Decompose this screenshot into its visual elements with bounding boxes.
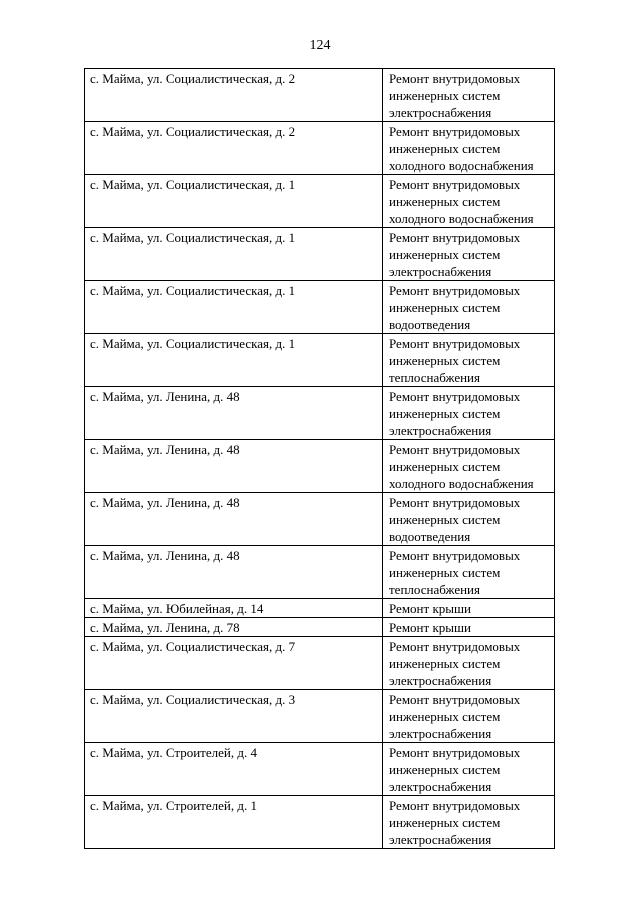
work-cell (383, 334, 555, 387)
work-line: инженерных систем (389, 762, 501, 777)
work-line: Ремонт внутридомовых (389, 692, 521, 707)
work-cell (383, 637, 555, 690)
address-cell: с. Майма, ул. Ленина, д. 78 (85, 618, 383, 637)
table-row (85, 546, 555, 599)
works-table (84, 68, 555, 849)
address-cell: с. Майма, ул. Социалистическая, д. 1 (85, 228, 383, 281)
table-row (85, 743, 555, 796)
table-row (85, 440, 555, 493)
work-cell (383, 743, 555, 796)
work-line: инженерных систем (389, 194, 501, 209)
work-line: Ремонт внутридомовых (389, 548, 521, 563)
table-row (85, 637, 555, 690)
work-line: инженерных систем (389, 656, 501, 671)
work-line: электроснабжения (389, 726, 492, 741)
address-cell: с. Майма, ул. Ленина, д. 48 (85, 546, 383, 599)
work-line: инженерных систем (389, 300, 501, 315)
work-line: инженерных систем (389, 88, 501, 103)
work-line: Ремонт крыши (389, 620, 471, 635)
work-line: Ремонт внутридомовых (389, 71, 521, 86)
work-line: теплоснабжения (389, 582, 480, 597)
work-line: инженерных систем (389, 247, 501, 262)
work-cell (383, 281, 555, 334)
work-line: Ремонт внутридомовых (389, 177, 521, 192)
work-line: инженерных систем (389, 815, 501, 830)
work-line: инженерных систем (389, 406, 501, 421)
table-body (85, 69, 555, 849)
table-row (85, 387, 555, 440)
work-line: электроснабжения (389, 779, 492, 794)
work-line: электроснабжения (389, 673, 492, 688)
work-cell (383, 387, 555, 440)
page-number: 124 (309, 38, 331, 53)
work-cell (383, 599, 555, 618)
address-cell: с. Майма, ул. Строителей, д. 4 (85, 743, 383, 796)
address-cell: с. Майма, ул. Ленина, д. 48 (85, 387, 383, 440)
address-cell: с. Майма, ул. Социалистическая, д. 1 (85, 175, 383, 228)
work-cell (383, 690, 555, 743)
work-line: теплоснабжения (389, 370, 480, 385)
work-cell (383, 546, 555, 599)
work-line: холодного водоснабжения (389, 211, 534, 226)
work-line: электроснабжения (389, 423, 492, 438)
table-row (85, 334, 555, 387)
work-cell (383, 618, 555, 637)
work-cell (383, 69, 555, 122)
work-line: Ремонт крыши (389, 601, 471, 616)
address-cell: с. Майма, ул. Социалистическая, д. 1 (85, 281, 383, 334)
work-line: водоотведения (389, 529, 471, 544)
table-row (85, 796, 555, 849)
address-cell: с. Майма, ул. Ленина, д. 48 (85, 493, 383, 546)
work-cell (383, 228, 555, 281)
table-row (85, 69, 555, 122)
address-cell: с. Майма, ул. Социалистическая, д. 3 (85, 690, 383, 743)
work-line: холодного водоснабжения (389, 476, 534, 491)
work-line: Ремонт внутридомовых (389, 124, 521, 139)
address-cell: с. Майма, ул. Социалистическая, д. 1 (85, 334, 383, 387)
work-line: инженерных систем (389, 141, 501, 156)
work-cell (383, 440, 555, 493)
work-line: Ремонт внутридомовых (389, 495, 521, 510)
table-row (85, 599, 555, 618)
address-cell: с. Майма, ул. Строителей, д. 1 (85, 796, 383, 849)
table-row (85, 122, 555, 175)
work-cell (383, 796, 555, 849)
work-line: электроснабжения (389, 105, 492, 120)
work-line: Ремонт внутридомовых (389, 639, 521, 654)
work-line: инженерных систем (389, 353, 501, 368)
work-line: Ремонт внутридомовых (389, 283, 521, 298)
address-cell: с. Майма, ул. Социалистическая, д. 2 (85, 69, 383, 122)
work-line: инженерных систем (389, 512, 501, 527)
work-line: Ремонт внутридомовых (389, 798, 521, 813)
address-cell: с. Майма, ул. Социалистическая, д. 7 (85, 637, 383, 690)
work-cell (383, 175, 555, 228)
work-line: инженерных систем (389, 459, 501, 474)
work-cell (383, 493, 555, 546)
address-cell: с. Майма, ул. Ленина, д. 48 (85, 440, 383, 493)
work-line: инженерных систем (389, 565, 501, 580)
table-row (85, 281, 555, 334)
work-line: Ремонт внутридомовых (389, 442, 521, 457)
work-line: электроснабжения (389, 264, 492, 279)
work-line: инженерных систем (389, 709, 501, 724)
address-cell: с. Майма, ул. Юбилейная, д. 14 (85, 599, 383, 618)
table-row (85, 175, 555, 228)
table-row (85, 228, 555, 281)
table-row (85, 618, 555, 637)
table-row (85, 690, 555, 743)
work-line: Ремонт внутридомовых (389, 230, 521, 245)
work-line: электроснабжения (389, 832, 492, 847)
work-line: водоотведения (389, 317, 471, 332)
table-row (85, 493, 555, 546)
work-line: Ремонт внутридомовых (389, 389, 521, 404)
work-line: Ремонт внутридомовых (389, 745, 521, 760)
work-cell (383, 122, 555, 175)
work-line: холодного водоснабжения (389, 158, 534, 173)
address-cell: с. Майма, ул. Социалистическая, д. 2 (85, 122, 383, 175)
work-line: Ремонт внутридомовых (389, 336, 521, 351)
